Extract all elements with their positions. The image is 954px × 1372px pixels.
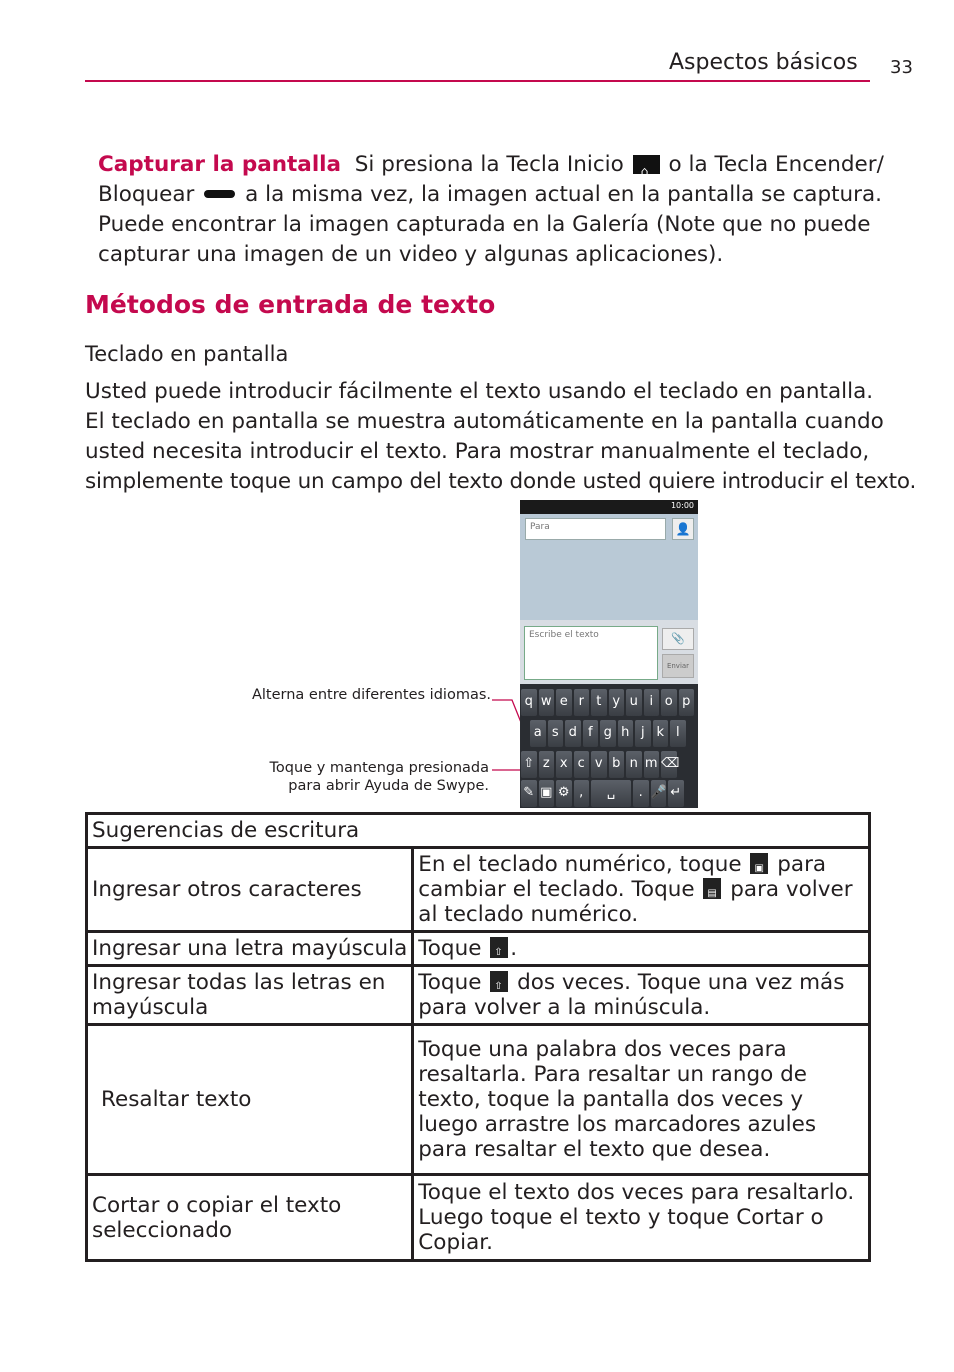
capture-paragraph bbox=[98, 150, 884, 270]
callout-language: Alterna entre diferentes idiomas. bbox=[251, 687, 491, 703]
numeric-keyboard-icon[interactable]: ▣ bbox=[539, 780, 555, 807]
row-label: Ingresar todas las letras en mayúscula bbox=[87, 966, 413, 1025]
key[interactable]: q bbox=[521, 689, 537, 716]
table-row bbox=[87, 1025, 870, 1175]
row-text: . bbox=[486, 1230, 493, 1255]
row-label: Ingresar una letra mayúscula bbox=[87, 932, 413, 966]
capture-lead: Capturar la pantalla bbox=[98, 152, 342, 177]
intro-line: Usted puede introducir fácilmente el texto usando el teclado en pantalla. bbox=[85, 379, 874, 404]
status-bar bbox=[520, 500, 698, 514]
key[interactable]: r bbox=[574, 689, 590, 716]
row-label: Resaltar texto bbox=[87, 1025, 413, 1175]
shift-icon bbox=[490, 937, 508, 958]
key[interactable]: t bbox=[591, 689, 607, 716]
row-text: o bbox=[803, 1205, 824, 1230]
table-row bbox=[87, 966, 870, 1025]
table-row bbox=[87, 848, 870, 932]
table-row bbox=[87, 1175, 870, 1261]
callout-swype bbox=[200, 759, 489, 795]
subsection-title: Teclado en pantalla bbox=[85, 342, 289, 366]
key[interactable]: e bbox=[556, 689, 572, 716]
row-description bbox=[413, 932, 870, 966]
key[interactable]: v bbox=[591, 751, 607, 778]
backspace-key[interactable]: ⌫ bbox=[661, 751, 677, 778]
capture-text-2: o la bbox=[661, 152, 715, 177]
capture-line-3: Puede encontrar la imagen capturada en la Galería (Note que no puede bbox=[98, 212, 871, 237]
row-description bbox=[413, 966, 870, 1025]
callout-swype-line-2: para abrir Ayuda de Swype. bbox=[288, 778, 489, 794]
table-title-row bbox=[87, 814, 870, 848]
key[interactable]: j bbox=[635, 720, 651, 747]
row-text: Toque bbox=[418, 936, 489, 961]
key[interactable]: l bbox=[670, 720, 686, 747]
key[interactable]: s bbox=[548, 720, 564, 747]
home-icon bbox=[633, 155, 660, 174]
attach-icon[interactable]: 📎 bbox=[662, 628, 694, 650]
key[interactable]: i bbox=[644, 689, 660, 716]
intro-paragraph bbox=[85, 377, 917, 497]
key[interactable]: o bbox=[661, 689, 677, 716]
cut-label: Cortar bbox=[736, 1205, 804, 1230]
intro-line: usted necesita introducir el texto. Para mostrar manualmente el teclado, bbox=[85, 439, 870, 464]
compose-field[interactable]: Escribe el texto bbox=[524, 626, 658, 680]
row-text: . bbox=[510, 936, 518, 961]
numeric-keyboard-icon bbox=[750, 853, 768, 874]
capture-line-4: capturar una imagen de un video y algunas aplicaciones). bbox=[98, 242, 724, 267]
row-description bbox=[413, 848, 870, 932]
header-divider bbox=[85, 80, 870, 82]
key[interactable]: x bbox=[556, 751, 572, 778]
key[interactable]: z bbox=[539, 751, 555, 778]
send-button[interactable]: Enviar bbox=[662, 654, 694, 678]
shift-icon bbox=[490, 971, 508, 992]
power-key-label-2: Bloquear bbox=[98, 182, 195, 207]
row-text: Toque bbox=[418, 970, 489, 995]
key[interactable]: n bbox=[626, 751, 642, 778]
table-title: Sugerencias de escritura bbox=[87, 814, 870, 848]
microphone-icon[interactable]: 🎤 bbox=[651, 780, 667, 807]
shift-key[interactable]: ⇧ bbox=[521, 751, 537, 778]
key[interactable]: h bbox=[618, 720, 634, 747]
typing-tips-table bbox=[85, 812, 871, 1262]
key[interactable]: f bbox=[583, 720, 599, 747]
keyboard-row-3 bbox=[521, 751, 680, 778]
alphabet-keyboard-icon bbox=[703, 878, 721, 899]
home-key-label: Tecla Inicio bbox=[506, 152, 624, 177]
key[interactable]: a bbox=[530, 720, 546, 747]
key[interactable]: d bbox=[565, 720, 581, 747]
key[interactable]: c bbox=[574, 751, 590, 778]
key[interactable]: b bbox=[609, 751, 625, 778]
status-time: 10:00 bbox=[670, 501, 694, 510]
comma-key[interactable]: , bbox=[574, 780, 590, 807]
key[interactable]: u bbox=[626, 689, 642, 716]
intro-line: El teclado en pantalla se muestra automáticamente en la pantalla cuando bbox=[85, 409, 884, 434]
section-title: Métodos de entrada de texto bbox=[85, 290, 496, 319]
copy-label: Copiar bbox=[418, 1230, 487, 1255]
row-description: Toque una palabra dos veces para resaltarla. Para resaltar un rango de texto, toque la pantalla dos veces y luego arrastre los marcadores azules para resaltar el texto que desea. bbox=[413, 1025, 870, 1175]
to-field[interactable]: Para bbox=[525, 518, 666, 540]
row-text: En el teclado numérico, toque bbox=[418, 852, 749, 877]
capture-text-3: a la misma vez, la imagen actual en la pantalla se captura. bbox=[238, 182, 882, 207]
on-screen-keyboard bbox=[520, 684, 698, 808]
enter-key[interactable]: ↵ bbox=[668, 780, 684, 807]
capture-text-1: Si presiona la bbox=[354, 152, 507, 177]
phone-screenshot bbox=[520, 500, 698, 808]
keyboard-row-2 bbox=[530, 720, 686, 747]
compose-area bbox=[520, 620, 698, 684]
key[interactable]: w bbox=[539, 689, 555, 716]
lock-key-icon bbox=[204, 190, 235, 198]
callout-swype-line-1: Toque y mantenga presionada bbox=[269, 760, 489, 776]
key[interactable]: p bbox=[679, 689, 695, 716]
key[interactable]: y bbox=[609, 689, 625, 716]
row-text: para volver al teclado numérico. bbox=[418, 877, 853, 927]
key[interactable]: k bbox=[653, 720, 669, 747]
intro-line: simplemente toque un campo del texto donde usted quiere introducir el texto. bbox=[85, 469, 917, 494]
key[interactable]: g bbox=[600, 720, 616, 747]
row-description bbox=[413, 1175, 870, 1261]
space-key[interactable]: ␣ bbox=[591, 780, 631, 807]
row-text: Toque el texto dos veces para resaltarlo. Luego toque el texto y toque bbox=[418, 1180, 855, 1230]
keyboard-row-1 bbox=[521, 689, 694, 716]
key[interactable]: m bbox=[644, 751, 660, 778]
page-number: 33 bbox=[890, 57, 913, 78]
row-text: dos veces. Toque una vez más para volver a la minúscula. bbox=[418, 970, 845, 1020]
contact-icon[interactable]: 👤 bbox=[672, 518, 694, 540]
row-label: Ingresar otros caracteres bbox=[87, 848, 413, 932]
row-label: Cortar o copiar el texto seleccionado bbox=[87, 1175, 413, 1261]
section-header: Aspectos básicos bbox=[669, 50, 858, 75]
swype-key[interactable]: ✎ bbox=[521, 780, 537, 807]
row-text: para cambiar el teclado. Toque bbox=[418, 852, 827, 902]
keyboard-row-4 bbox=[521, 780, 684, 807]
table-row bbox=[87, 932, 870, 966]
period-key[interactable]: . bbox=[633, 780, 649, 807]
power-key-label: Tecla Encender/ bbox=[714, 152, 884, 177]
language-key[interactable]: ⚙ bbox=[556, 780, 572, 807]
